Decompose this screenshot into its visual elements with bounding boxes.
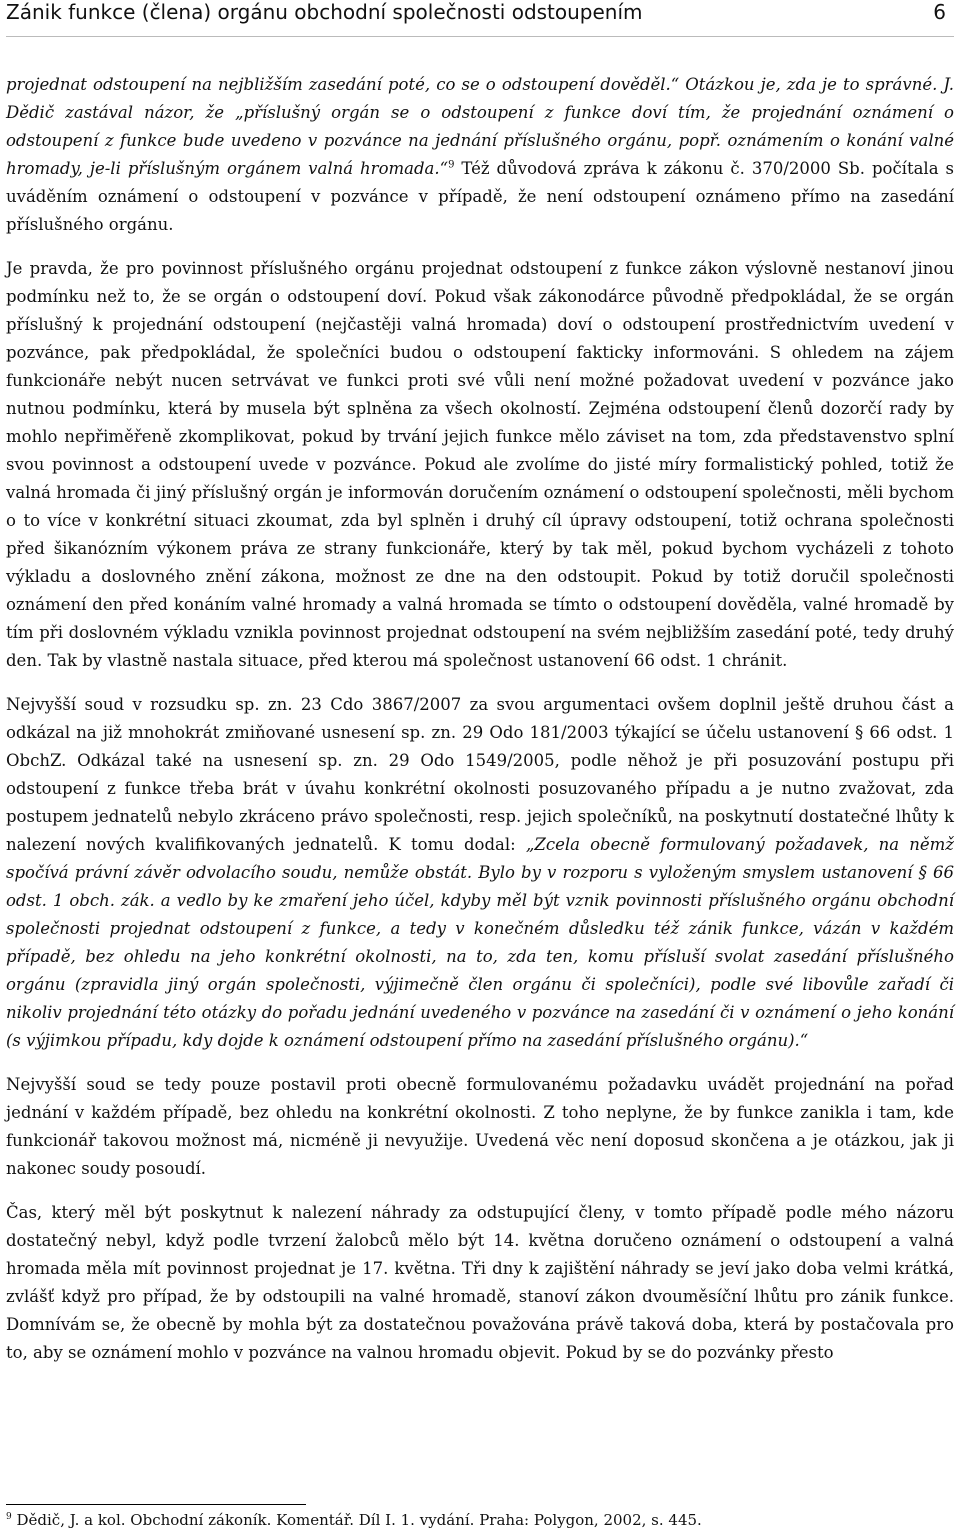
dedic-quote: „příslušný orgán se o odstoupení z funkce doví tím, že projednání oznámení o odstoupení z funkce bude uvedeno v pozvánce na jednání příslušného orgánu, popř. oznámením o konání valné hromady, je-li příslušným orgánem valná hromada.“: [6, 103, 954, 178]
footnote-divider: [6, 1504, 306, 1505]
footnote-number: 9: [6, 1512, 12, 1522]
paragraph-1-rest: Též důvodová zpráva k zákonu č. 370/2000 Sb. počítala s uváděním oznámení o odstoupení v pozvánce v případě, že není odstoupení oznámeno přímo na zasedání příslušného orgánu.: [6, 159, 954, 234]
paragraph-3-text: Nejvyšší soud v rozsudku sp. zn. 23 Cdo 3867/2007 za svou argumentaci ovšem doplnil ještě druhou část a odkázal na již mnohokrát zmiňované usnesení sp. zn. 29 Odo 181/2003 týkající se účelu ustanovení § 66 odst. 1 ObchZ. Odkázal také na usnesení sp. zn. 29 Odo 1549/2005, podle něhož je při posuzování postupu při odstoupení z funkce třeba brát v úvahu konkrétní okolnosti posuzovaného případu a je nutno zvažovat, zda postupem jednatelů nebylo zkráceno právo společnosti, resp. jejich společníků, na poskytnutí dostatečné lhůty k nalezení nových kvalifikovaných jednatelů. K tomu dodal:: [6, 695, 954, 854]
paragraph-1: [6, 71, 954, 239]
paragraph-3: [6, 691, 954, 1055]
running-header: [6, 0, 954, 37]
footnote-ref[interactable]: 9: [448, 159, 455, 171]
paragraph-5: Čas, který měl být poskytnut k nalezení náhrady za odstupující členy, v tomto případě podle mého názoru dostatečný nebyl, když podle tvrzení žalobců mělo být 14. května doručeno oznámení o odstoupení a valná hromada měla mít povinnost projednat je 17. května. Tři dny k zajištění náhrady se jeví jako doba velmi krátká, zvlášť když pro případ, že by odstoupili na valné hromadě, stanoví zákon dvouměsíční lhůtu pro zánik funkce. Domnívám se, že obecně by mohla být za dostatečnou považována právě taková doba, která by postačovala pro to, aby se oznámení mohlo v pozvánce na valnou hromadu objevit. Pokud by se do pozvánky přesto: [6, 1203, 954, 1362]
header-title: Zánik funkce (člena) orgánu obchodní společnosti odstoupením: [6, 0, 643, 24]
footnote: [6, 1510, 702, 1530]
footnote-text: Dědič, J. a kol. Obchodní zákoník. Komentář. Díl I. 1. vydání. Praha: Polygon, 2002, s. 445.: [11, 1511, 702, 1529]
paragraph-4: Nejvyšší soud se tedy pouze postavil proti obecně formulovanému požadavku uvádět projednání na pořad jednání v každém případě, bez ohledu na konkrétní okolnosti. Z toho neplyne, že by funkce zanikla i tam, kde funkcionář takovou možnost má, nicméně ji nevyužije. Uvedená věc není doposud skončena a je otázkou, jak ji nakonec soudy posoudí.: [6, 1075, 954, 1178]
paragraph-2: Je pravda, že pro povinnost příslušného orgánu projednat odstoupení z funkce zákon výslovně nestanoví jinou podmínku než to, že se orgán o odstoupení doví. Pokud však zákonodárce původně předpokládal, že se orgán příslušný k projednání odstoupení (nejčastěji valná hromada) doví o odstoupení prostřednictvím uvedení v pozvánce, pak předpokládal, že společníci budou o odstoupení fakticky informováni. S ohledem na zájem funkcionáře nebýt nucen setrvávat ve funkci proti své vůli není možné požadovat uvedení v pozvánce jako nutnou podmínku, která by musela být splněna za všech okolností. Zejména odstoupení členů dozorčí rady by mohlo nepřiměřeně zkomplikovat, pokud by trvání jejich funkce mělo záviset na tom, zda představenstvo splní svou povinnost a odstoupení uvede v pozvánce. Pokud ale zvolíme do jisté míry formalistický pohled, totiž že valná hromada či jiný příslušný orgán je informován doručením oznámení o odstoupení společnosti, měli bychom o to více v konkrétní situaci zkoumat, zda byl splněn i druhý cíl úpravy odstoupení, totiž ochrana společnosti před šikanózním výkonem práva ze strany funkcionáře, který by tak měl, pokud bychom vycházeli z tohoto výkladu a doslovného znění zákona, možnost ze dne na den odstoupit. Pokud by totiž doručil společnosti oznámení den před konáním valné hromady a valná hromada se tímto o odstoupení dověděla, valné hromadě by tím při doslovném výkladu vznikla povinnost projednat odstoupení na svém nejbližším zasedání poté, tedy druhý den. Tak by vlastně nastala situace, před kterou má společnost ustanovení 66 odst. 1 chránit.: [6, 259, 954, 670]
court-quote: „Zcela obecně formulovaný požadavek, na němž spočívá právní závěr odvolacího soudu, nemůže obstát. Bylo by v rozporu s vyloženým smyslem ustanovení § 66 odst. 1 obch. zák. a vedlo by ke zmaření jeho účel, kdyby měl být vznik povinnosti příslušného orgánu obchodní společnosti projednat odstoupení z funkce, a tedy v konečném důsledku též zánik funkce, vázán v každém případě, bez ohledu na jeho konkrétní okolnosti, na to, zda ten, komu přísluší svolat zasedání příslušného orgánu (zpravidla jiný orgán společnosti, výjimečně člen orgánu či společníci), podle své libovůle zařadí či nikoliv projednání této otázky do pořadu jednání uvedeného v pozvánce na zasedání či v oznámení o jeho konání (s výjimkou případu, kdy dojde k oznámení odstoupení přímo na zasedání příslušného orgánu).“: [6, 835, 955, 1050]
quote-continuation: projednat odstoupení na nejbližším zasedání poté, co se o odstoupení dověděl.“ Otázkou je, zda je to správné. J. Dědič zastával názor, že: [6, 75, 954, 122]
page-number: 6: [933, 0, 946, 24]
